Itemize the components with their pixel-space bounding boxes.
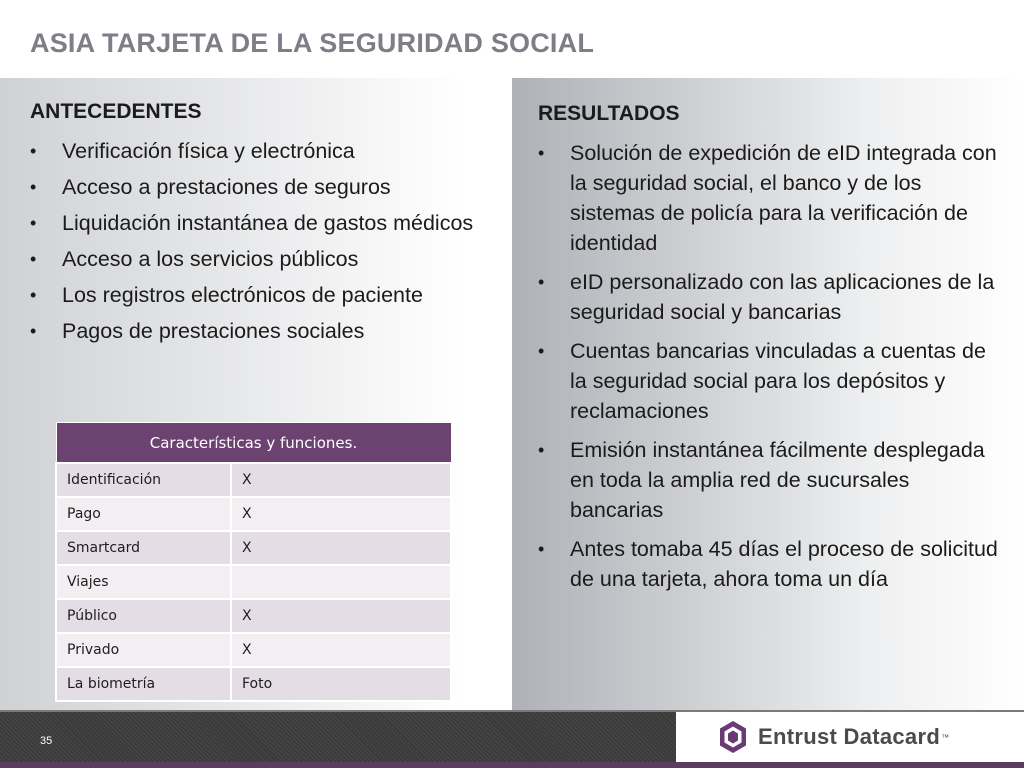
list-item-text: Solución de expedición de eID integrada con la seguridad social, el banco y de los sistemas de policía para la verificación de identidad <box>570 141 997 255</box>
footer-accent-bar <box>0 762 1024 768</box>
table-row <box>56 599 451 633</box>
list-item <box>30 136 490 166</box>
logo-trademark: ™ <box>941 732 950 742</box>
antecedentes-heading: ANTECEDENTES <box>30 100 202 123</box>
list-item-text: Acceso a prestaciones de seguros <box>62 175 391 199</box>
list-item <box>538 336 1008 426</box>
table-row <box>56 667 451 701</box>
slide-title: ASIA TARJETA DE LA SEGURIDAD SOCIAL <box>30 28 595 58</box>
features-table <box>55 422 452 702</box>
bullet-icon: • <box>538 341 545 361</box>
list-item-text: Emisión instantánea fácilmente desplegada en toda la amplia red de sucursales bancarias <box>570 438 985 522</box>
feature-cell: Público <box>56 599 231 633</box>
table-row <box>56 497 451 531</box>
bullet-icon: • <box>30 177 37 197</box>
bullet-icon: • <box>30 249 37 269</box>
list-item <box>30 244 490 274</box>
list-item-text: Los registros electrónicos de paciente <box>62 283 423 307</box>
value-cell: X <box>231 531 451 565</box>
bullet-icon: • <box>538 539 545 559</box>
footer-band <box>0 712 676 764</box>
list-item-text: eID personalizado con las aplicaciones de la seguridad social y bancarias <box>570 270 995 324</box>
bullet-icon: • <box>538 440 545 460</box>
resultados-list <box>538 138 1008 603</box>
list-item <box>30 172 490 202</box>
list-item <box>30 316 490 346</box>
bullet-icon: • <box>30 141 37 161</box>
entrust-datacard-logo <box>718 720 949 754</box>
value-cell: X <box>231 599 451 633</box>
list-item <box>30 208 490 238</box>
list-item-text: Pagos de prestaciones sociales <box>62 319 365 343</box>
table-row <box>56 633 451 667</box>
bullet-icon: • <box>30 213 37 233</box>
feature-cell: Pago <box>56 497 231 531</box>
table-row <box>56 531 451 565</box>
value-cell: X <box>231 633 451 667</box>
list-item <box>538 435 1008 525</box>
value-cell <box>231 565 451 599</box>
list-item-text: Verificación física y electrónica <box>62 139 355 163</box>
logo-wordmark: Entrust Datacard <box>758 724 941 749</box>
features-table-header: Características y funciones. <box>56 423 451 464</box>
table-row <box>56 463 451 497</box>
feature-cell: Viajes <box>56 565 231 599</box>
list-item-text: Acceso a los servicios públicos <box>62 247 359 271</box>
bullet-icon: • <box>538 143 545 163</box>
list-item <box>538 534 1008 594</box>
table-row <box>56 565 451 599</box>
list-item-text: Cuentas bancarias vinculadas a cuentas de la seguridad social para los depósitos y reclamaciones <box>570 339 986 423</box>
page-number: 35 <box>40 735 53 747</box>
resultados-heading: RESULTADOS <box>538 102 680 125</box>
entrust-datacard-hexagon-icon <box>718 720 748 754</box>
bullet-icon: • <box>30 285 37 305</box>
list-item-text: Liquidación instantánea de gastos médicos <box>62 211 474 235</box>
antecedentes-list <box>30 136 490 352</box>
bullet-icon: • <box>30 321 37 341</box>
feature-cell: Identificación <box>56 463 231 497</box>
list-item <box>538 267 1008 327</box>
list-item <box>538 138 1008 258</box>
feature-cell: La biometría <box>56 667 231 701</box>
list-item-text: Antes tomaba 45 días el proceso de solicitud de una tarjeta, ahora toma un día <box>570 537 998 591</box>
bullet-icon: • <box>538 272 545 292</box>
table-header-row <box>56 423 451 464</box>
list-item <box>30 280 490 310</box>
feature-cell: Smartcard <box>56 531 231 565</box>
value-cell: Foto <box>231 667 451 701</box>
feature-cell: Privado <box>56 633 231 667</box>
value-cell: X <box>231 497 451 531</box>
value-cell: X <box>231 463 451 497</box>
